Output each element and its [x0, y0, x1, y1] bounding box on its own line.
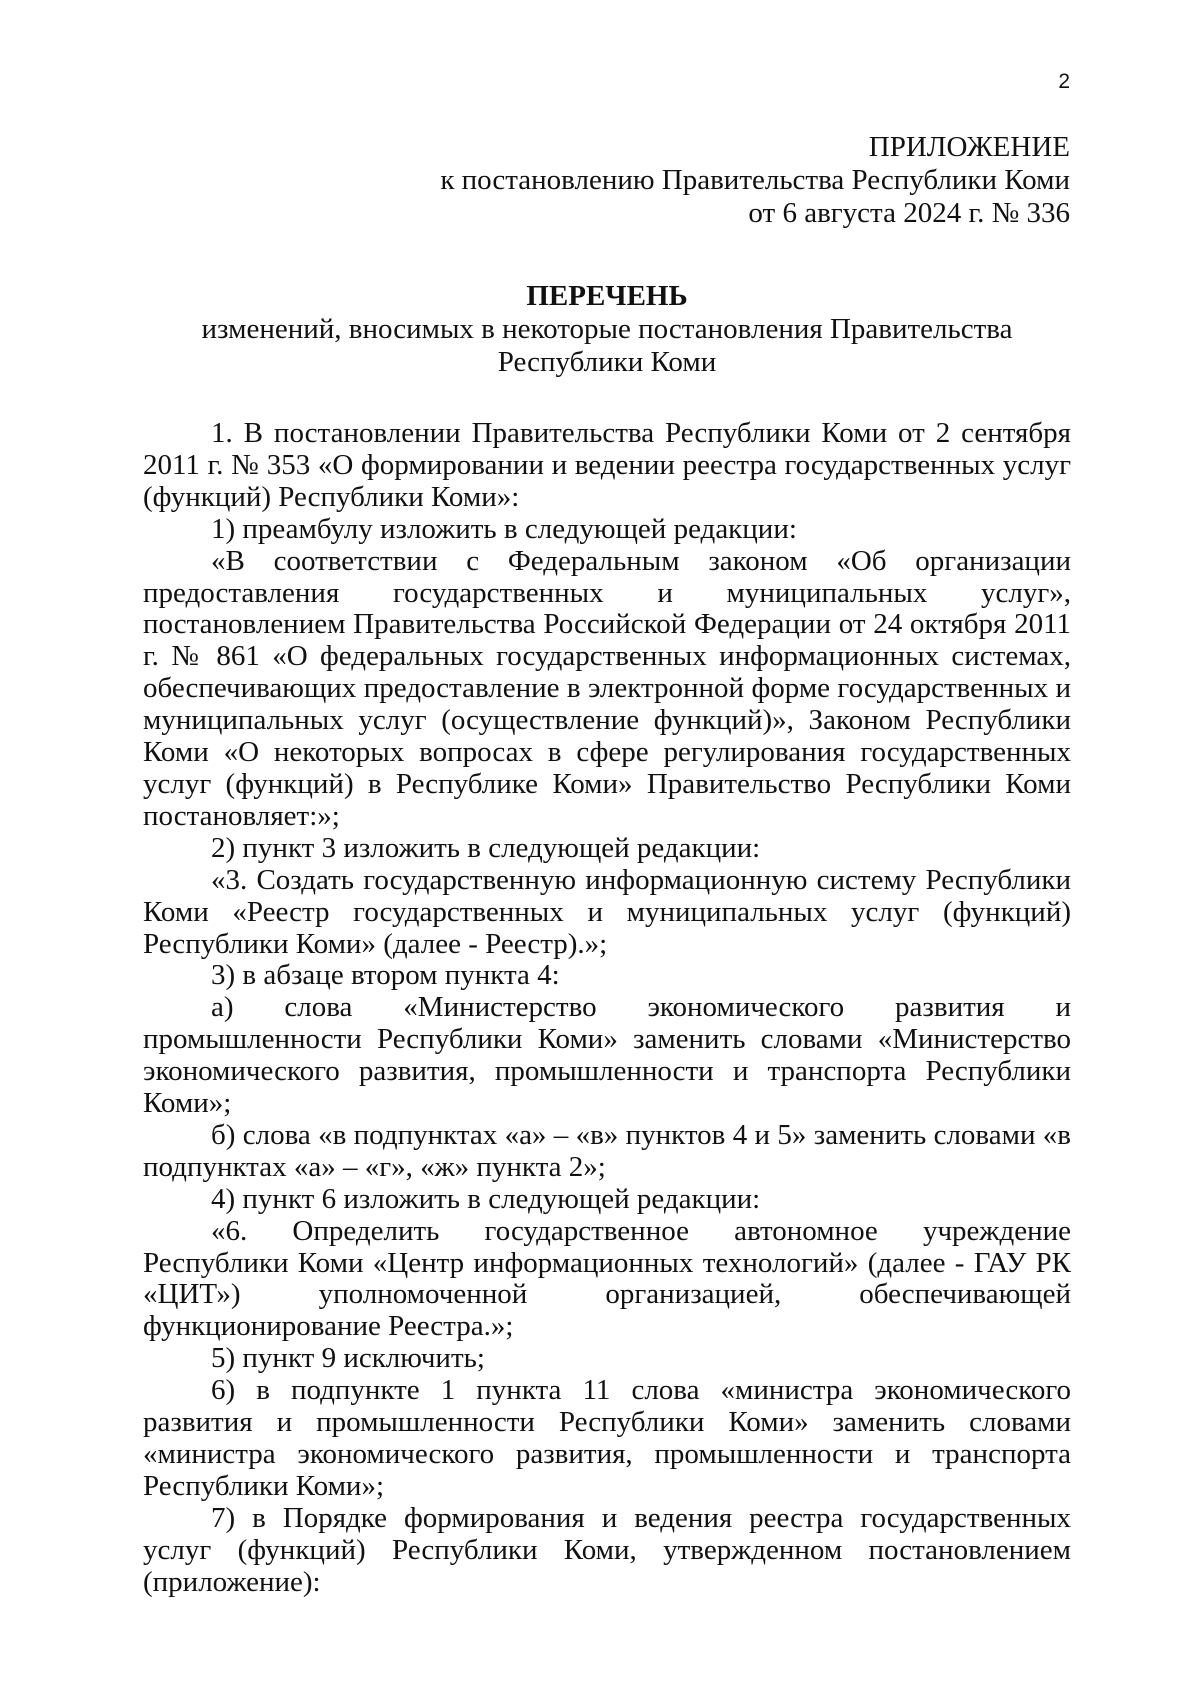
page-number: 2	[1058, 70, 1070, 93]
appendix-line-1: к постановлению Правительства Республики Коми	[440, 164, 1070, 196]
document-title-block	[143, 280, 1071, 379]
paragraph: 2) пункт 3 изложить в следующей редакции:	[211, 831, 761, 864]
paragraph: «6. Определить государственное автономное учреждение Республики Коми «Центр информационных технологий» (далее - ГАУ РК «ЦИТ») уполномоченной организацией, обеспечивающей функционирование Реестра.»;	[143, 1214, 1071, 1343]
appendix-line-2: от 6 августа 2024 г. № 336	[748, 197, 1070, 229]
paragraph: а) слова «Министерство экономического развития и промышленности Республики Коми» заменить словами «Министерство экономического развития, промышленности и транспорта Республики Коми»;	[143, 991, 1071, 1120]
paragraph: 6) в подпункте 1 пункта 11 слова «министра экономического развития и промышленности Республики Коми» заменить словами «министра экономического развития, промышленности и транспорта Республики Коми»;	[143, 1374, 1071, 1502]
document-title: ПЕРЕЧЕНЬ	[526, 280, 688, 312]
paragraph: 3) в абзаце втором пункта 4:	[211, 959, 560, 992]
paragraph: 4) пункт 6 изложить в следующей редакции:	[211, 1182, 761, 1215]
document-subtitle-line-1: изменений, вносимых в некоторые постановления Правительства	[201, 313, 1013, 345]
paragraph: 1. В постановлении Правительства Республики Коми от 2 сентября 2011 г. № 353 «О формировании и ведении реестра государственных услуг (функций) Республики Коми»:	[143, 417, 1071, 513]
paragraph: б) слова «в подпунктах «а» – «в» пунктов 4 и 5» заменить словами «в подпунктах «а» – «г», «ж» пункта 2»;	[143, 1118, 1071, 1183]
document-subtitle-line-2: Республики Коми	[497, 346, 717, 378]
paragraph: «3. Создать государственную информационную систему Республики Коми «Реестр государственных и муниципальных услуг (функций) Республики Коми» (далее - Реестр).»;	[143, 863, 1071, 960]
appendix-header	[440, 131, 1070, 230]
appendix-label: ПРИЛОЖЕНИЕ	[868, 131, 1070, 163]
document-body	[143, 418, 1071, 1599]
paragraph: 1) преамбулу изложить в следующей редакции:	[211, 512, 797, 545]
paragraph: 7) в Порядке формирования и ведения реестра государственных услуг (функций) Республики Коми, утвержденном постановлением (приложение):	[143, 1501, 1071, 1598]
paragraph: «В соответствии с Федеральным законом «Об организации предоставления государственных и муниципальных услуг», постановлением Правительства Российской Федерации от 24 октября 2011 г. № 861 «О федеральных государственных информационных системах, обеспечивающих предоставление в электронной форме государственных и муниципальных услуг (осуществление функций)», Законом Республики Коми «О некоторых вопросах в сфере регулирования государственных услуг (функций) в Республике Коми» Правительство Республики Коми постановляет:»;	[143, 544, 1071, 832]
paragraph: 5) пункт 9 исключить;	[211, 1342, 485, 1375]
